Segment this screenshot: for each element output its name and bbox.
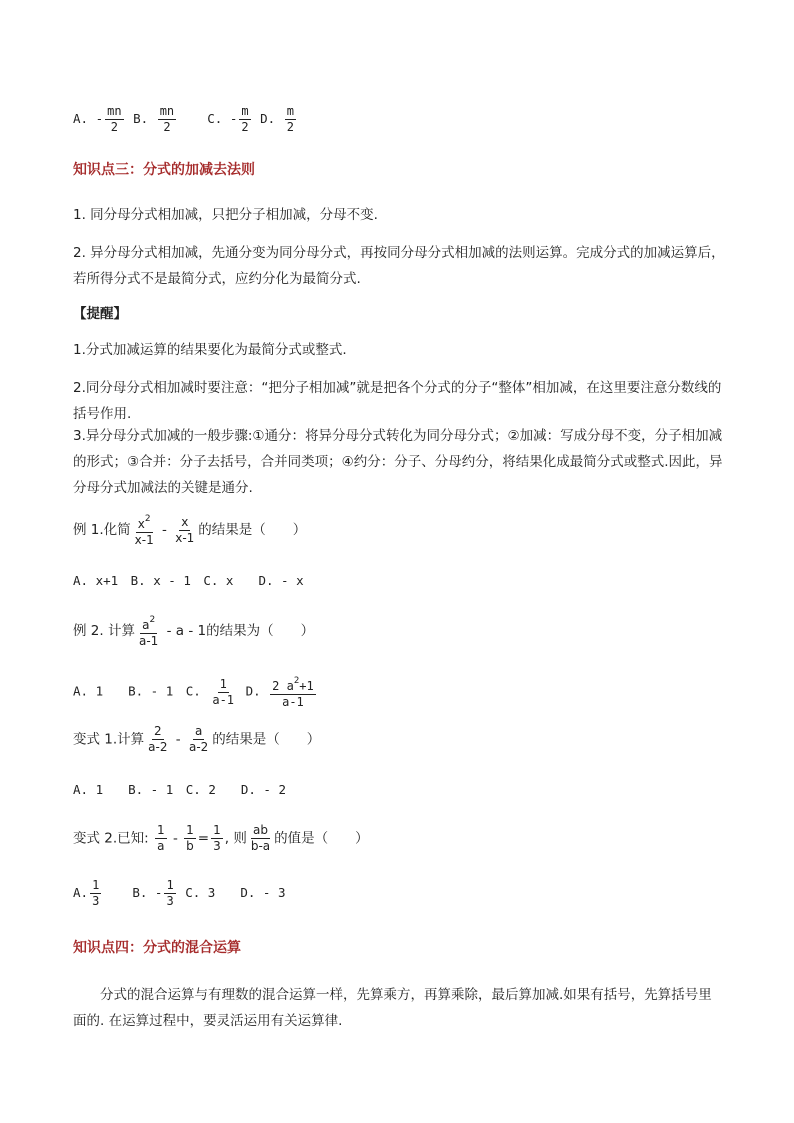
section-heading-4: 知识点四：分式的混合运算 — [73, 940, 241, 956]
fraction: $\frac{1}{3}$ — [166, 878, 174, 908]
section-4-body: 分式的混合运算与有理数的混合运算一样，先算乘方，再算乘除，最后算加减.如果有括号，先算括号里面的. 在运算过程中，要灵活运用有关运算律. — [73, 987, 712, 1029]
example-2-options: A. 1 B. - 1 C. $\frac{1}{a-1}$ D. $\frac{2 a^2+1}{a-1}$ — [73, 676, 314, 709]
fraction: $\frac{x^2}{x-1}$ — [134, 514, 154, 547]
example-1: 例 1.化简 $\frac{x^2}{x-1}$ - $\frac{x}{x-1}$ 的结果是（ ） — [73, 514, 307, 547]
fraction: $\frac{2}{a-2}$ — [148, 724, 168, 754]
fraction: $\frac{mn}{2}$ — [107, 104, 122, 134]
rule-1: 1. 同分母分式相加减，只把分子相加减，分母不变. — [73, 207, 378, 223]
fraction: $\frac{m}{2}$ — [241, 104, 249, 134]
rule-2: 2. 异分母分式相加减，先通分变为同分母分式，再按同分母分式相加减的法则运算。完成分式的加减运算后，若所得分式不是最简分式，应约分化为最简分式. — [73, 245, 725, 287]
example-2: 例 2. 计算 $\frac{a^2}{a-1}$ - a - 1的结果为（ ） — [73, 615, 315, 648]
variant-1-options: A. 1 B. - 1 C. 2 D. - 2 — [73, 782, 287, 797]
example-1-options: A. x+1 B. x - 1 C. x D. - x — [73, 573, 304, 588]
question-options-line: A. - $\frac{mn}{2}$ B. $\frac{mn}{2}$ C. - $\frac{m}{2}$ D. $\frac{m}{2}$ — [73, 104, 294, 134]
fraction: $\frac{a}{a-2}$ — [188, 724, 209, 754]
remind-label: 【提醒】 — [73, 306, 127, 322]
variant-2-options: A. $\frac{1}{3}$ B. - $\frac{1}{3}$ C. 3 D. - 3 — [73, 878, 286, 908]
remind-1: 1.分式加减运算的结果要化为最简分式或整式. — [73, 342, 347, 358]
fraction: $\frac{1}{a}$ — [157, 823, 165, 853]
section-heading-3: 知识点三：分式的加减去法则 — [73, 162, 255, 178]
variant-1: 变式 1.计算 $\frac{2}{a-2}$ - $\frac{a}{a-2}$ 的结果是（ ） — [73, 724, 321, 754]
fraction: $\frac{m}{2}$ — [286, 104, 294, 134]
fraction: $\frac{2 a^2+1}{a-1}$ — [272, 676, 314, 709]
remind-3: 3.异分母分式加减的一般步骤:①通分：将异分母分式转化为同分母分式；②加减：写成分母不变，分子相加减的形式；③合并：分子去括号，合并同类项；④约分：分子、分母约分，将结果化成最简分式或整式.因此，异分母分式加减法的关键是通分. — [73, 428, 723, 496]
fraction: $\frac{mn}{2}$ — [159, 104, 175, 134]
fraction: $\frac{x}{x-1}$ — [175, 514, 195, 545]
fraction: $\frac{a^2}{a-1}$ — [138, 615, 159, 648]
fraction: $\frac{ab}{b-a}$ — [250, 823, 271, 853]
fraction: $\frac{1}{3}$ — [213, 823, 221, 853]
variant-2: 变式 2.已知: $\frac{1}{a}$ - $\frac{1}{b}$ = $\frac{1}{3}$ , 则 $\frac{ab}{b-a}$ 的值是（ ） — [73, 823, 369, 853]
fraction: $\frac{1}{a-1}$ — [212, 676, 235, 707]
remind-2: 2.同分母分式相加减时要注意：“把分子相加减”就是把各个分式的分子“整体”相加减，在这里要注意分数线的括号作用. — [73, 380, 722, 422]
fraction: $\frac{1}{b}$ — [186, 823, 194, 853]
fraction: $\frac{1}{3}$ — [92, 878, 100, 908]
